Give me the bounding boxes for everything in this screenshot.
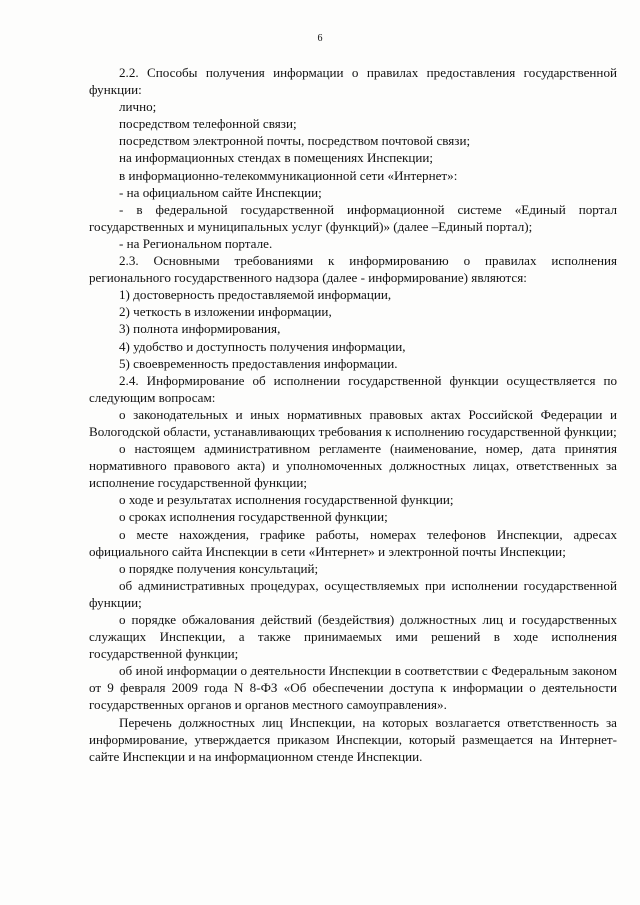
list-item: посредством электронной почты, посредством почтовой связи; xyxy=(119,133,471,149)
list-item: 4) удобство и доступность получения информации, xyxy=(119,338,406,354)
list-item: об иной информации о деятельности Инспекции в соответствии с Федеральным законом от 9 февраля 2009 года N 8-ФЗ «Об обеспечении доступа к информации о деятельности государственных органов и органов местного самоуправления». xyxy=(89,663,617,713)
list-item: о порядке получения консультаций; xyxy=(119,560,319,576)
list-item: лично; xyxy=(119,99,157,115)
list-item: - на официальном сайте Инспекции; xyxy=(119,184,322,200)
list-item: посредством телефонной связи; xyxy=(119,116,297,132)
list-item: - на Региональном портале. xyxy=(119,235,273,251)
document-body xyxy=(89,64,617,765)
list-item: о месте нахождения, графике работы, номерах телефонов Инспекции, адресах официального сайта Инспекции в сети «Интернет» и электронной почты Инспекции; xyxy=(89,526,617,559)
list-item: о сроках исполнения государственной функции; xyxy=(119,509,388,525)
paragraph-2-2: 2.2. Способы получения информации о правилах предоставления государственной функции: xyxy=(89,65,617,98)
list-item: на информационных стендах в помещениях Инспекции; xyxy=(119,150,434,166)
list-item: 2) четкость в изложении информации, xyxy=(119,304,332,320)
list-item: о законодательных и иных нормативных правовых актах Российской Федерации и Вологодской области, устанавливающих требования к исполнению государственной функции; xyxy=(89,406,617,439)
list-item: об административных процедурах, осуществляемых при исполнении государственной функции; xyxy=(89,577,617,610)
paragraph-2-3: 2.3. Основными требованиями к информированию о правилах исполнения регионального государственного надзора (далее - информирование) являются: xyxy=(89,253,617,286)
list-item: в информационно-телекоммуникационной сети «Интернет»: xyxy=(119,167,458,183)
list-item: о порядке обжалования действий (бездействия) должностных лиц и государственных служащих Инспекции, а также принимаемых ими решений в ходе исполнения государственной функции; xyxy=(89,612,617,662)
list-item: 5) своевременность предоставления информации. xyxy=(119,355,398,371)
list-item: о ходе и результатах исполнения государственной функции; xyxy=(119,492,454,508)
list-item: 3) полнота информирования, xyxy=(119,321,281,337)
list-item: - в федеральной государственной информационной системе «Единый портал государственных и муниципальных услуг (функций)» (далее –Единый портал); xyxy=(89,201,617,234)
paragraph-responsibility: Перечень должностных лиц Инспекции, на которых возлагается ответственность за информирование, утверждается приказом Инспекции, который размещается на Интернет-сайте Инспекции и на информационном стенде Инспекции. xyxy=(89,714,617,764)
paragraph-2-4: 2.4. Информирование об исполнении государственной функции осуществляется по следующим вопросам: xyxy=(89,372,617,405)
list-item: о настоящем административном регламенте (наименование, номер, дата принятия нормативного правового акта) и уполномоченных должностных лицах, ответственных за исполнение государственной функции; xyxy=(89,441,617,491)
list-item: 1) достоверность предоставляемой информации, xyxy=(119,287,392,303)
page-number: 6 xyxy=(317,33,323,44)
